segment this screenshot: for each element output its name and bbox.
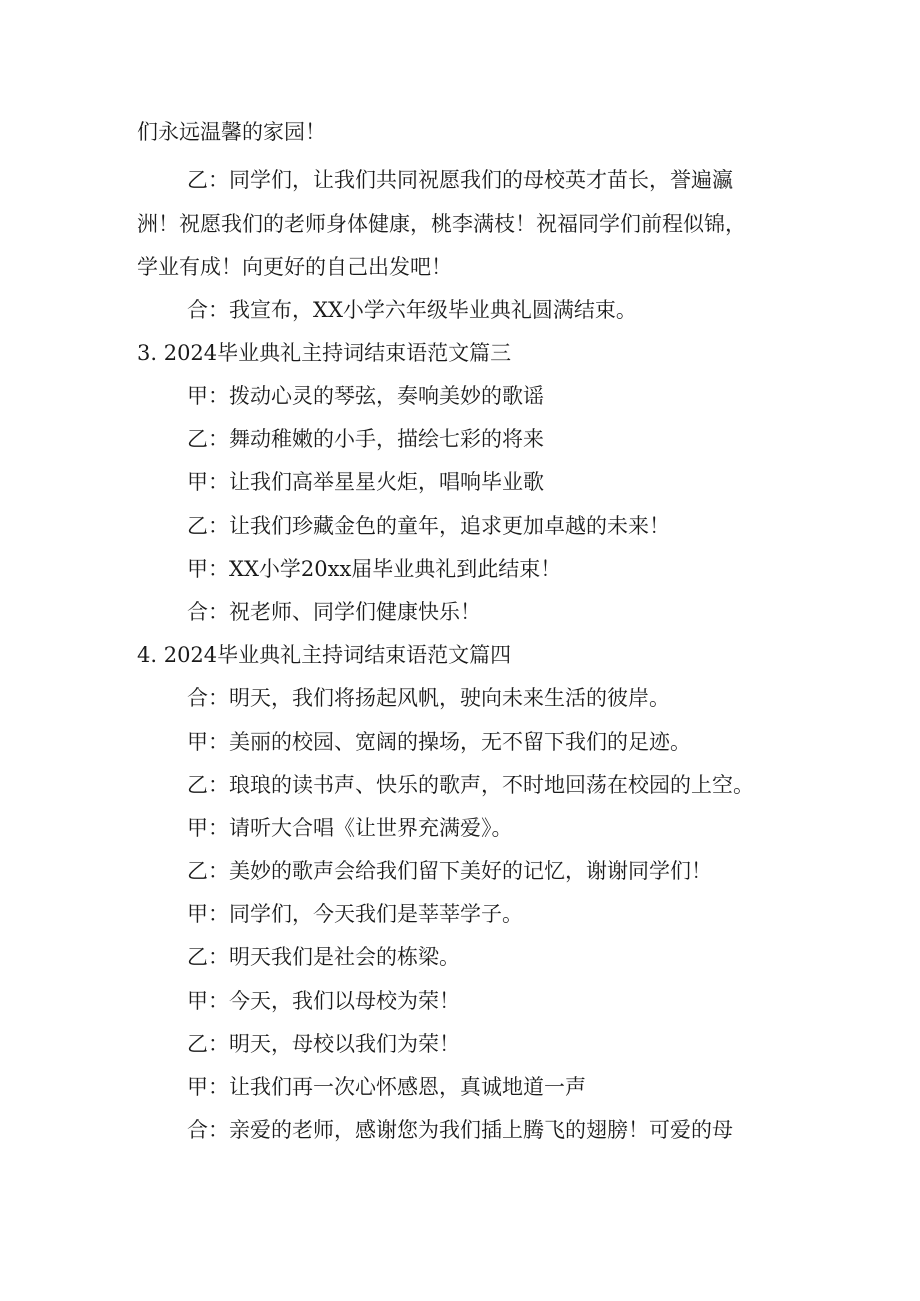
paragraph-line: 学业有成！向更好的自己出发吧！: [137, 255, 452, 279]
paragraph-line: 甲：请听大合唱《让世界充满爱》。: [187, 816, 513, 840]
paragraph-line: 洲！祝愿我们的老师身体健康，桃李满枝！祝福同学们前程似锦，: [137, 212, 746, 236]
paragraph-line: 乙：美妙的歌声会给我们留下美好的记忆，谢谢同学们！: [187, 859, 712, 883]
paragraph-line: 乙：让我们珍藏金色的童年，追求更加卓越的未来！: [187, 514, 670, 538]
paragraph-line: 甲：美丽的校园、宽阔的操场，无不留下我们的足迹。: [187, 730, 691, 754]
paragraph-line: 甲：今天，我们以母校为荣！: [187, 989, 460, 1013]
paragraph-line: 甲：拨动心灵的琴弦，奏响美妙的歌谣: [187, 384, 544, 408]
paragraph-line: 合：亲爱的老师，感谢您为我们插上腾飞的翅膀！可爱的母: [187, 1118, 733, 1142]
paragraph-line: 合：我宣布，XX小学六年级毕业典礼圆满结束。: [187, 298, 637, 322]
paragraph-line: 甲：让我们高举星星火炬，唱响毕业歌: [187, 470, 544, 494]
paragraph-line: 合：祝老师、同学们健康快乐！: [187, 600, 481, 624]
paragraph-line: 甲：同学们，今天我们是莘莘学子。: [187, 902, 523, 926]
section-heading: 3. 2024毕业典礼主持词结束语范文篇三: [137, 341, 512, 365]
paragraph-line: 乙：琅琅的读书声、快乐的歌声，不时地回荡在校园的上空。: [187, 773, 754, 797]
paragraph-line: 甲：让我们再一次心怀感恩，真诚地道一声: [187, 1075, 586, 1099]
paragraph-line: 乙：明天我们是社会的栋梁。: [187, 945, 460, 969]
paragraph-line: 们永远温馨的家园！: [137, 120, 326, 144]
paragraph-line: 乙：同学们，让我们共同祝愿我们的母校英才苗长，誉遍瀛: [187, 168, 733, 192]
section-heading: 4. 2024毕业典礼主持词结束语范文篇四: [137, 643, 512, 667]
paragraph-line: 甲：XX小学20xx届毕业典礼到此结束！: [187, 557, 562, 581]
paragraph-line: 乙：明天，母校以我们为荣！: [187, 1032, 460, 1056]
paragraph-line: 乙：舞动稚嫩的小手，描绘七彩的将来: [187, 427, 544, 451]
paragraph-line: 合：明天，我们将扬起风帆，驶向未来生活的彼岸。: [187, 686, 670, 710]
